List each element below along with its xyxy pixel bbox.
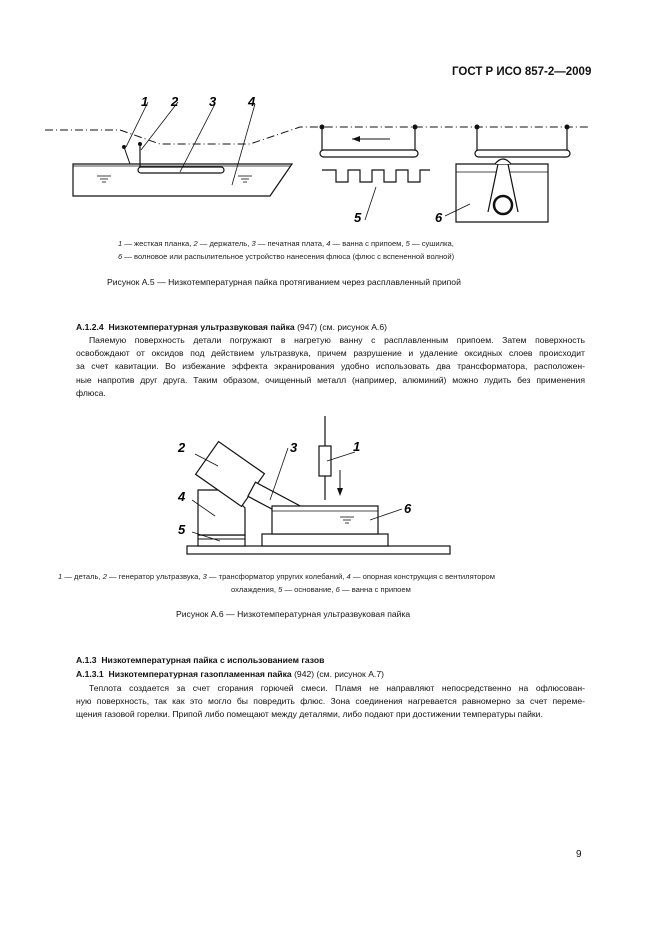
callout-3: 3 (209, 94, 217, 109)
figure-a6-legend-line-2: охлаждения, 5 — основание, 6 — ванна с припоем (231, 585, 411, 594)
callout-2: 2 (171, 94, 179, 109)
base (187, 546, 450, 554)
page-number: 9 (576, 849, 582, 860)
callout-3: 3 (290, 440, 298, 455)
flux-roller (494, 196, 512, 214)
callout-4: 4 (178, 489, 186, 504)
callout-1: 1 (141, 94, 149, 109)
conveyor-path (45, 127, 590, 144)
callout-5: 5 (178, 522, 186, 537)
pcb-on-dryer (320, 150, 418, 157)
figure-a5-caption: Рисунок А.5 — Низкотемпературная пайка протягиванием через расплавленный припой (107, 277, 461, 287)
callout-1: 1 (353, 439, 361, 454)
figure-a5-legend-line-2: 6 — волновое или распылительное устройство нанесения флюса (флюс с вспененной волной) (118, 252, 455, 261)
platform (262, 534, 388, 546)
callout-6: 6 (435, 210, 443, 225)
section-a124-body: Паяемую поверхность детали погружают в нагретую ванну с расплавленным припоем. Затем поверхность освобождают от оксидов под действием ультразвука, причем разрушение и удаление оксидных слоев происходит за счет кавитации. Во избежание эффекта экранирования удобно использовать два трансформатора, расположен- ные напротив друг друга. Таким образом, очищенный металл (например, алюминий) можно лудить без применения флюса. (76, 335, 585, 398)
callout-2: 2 (178, 440, 186, 455)
section-a13-heading: А.1.3 Низкотемпературная пайка с использованием газов (76, 655, 325, 665)
section-a124-heading: А.1.2.4 Низкотемпературная ультразвуковая пайка (947) (см. рисунок А.6) (76, 322, 387, 332)
solder-bath (272, 506, 378, 534)
figure-a6-diagram (170, 408, 460, 560)
support-pad (198, 535, 245, 546)
section-a131-heading: А.1.3.1 Низкотемпературная газопламенная пайка (942) (см. рисунок А.7) (76, 669, 384, 679)
section-a131-body: Теплота создается за счет сгорания горючей смеси. Пламя не направляют непосредственно на офлюсован- ную поверхность, так как это могло бы повредить флюс. Зона соединения нагревается равномерно за счет переме- щения газовой горелки. Припой либо помещают между деталями, либо подают при достижении температуры пайки. (76, 683, 585, 720)
figure-a5-diagram (40, 92, 600, 227)
workpiece (319, 446, 331, 476)
figure-a6-caption: Рисунок А.6 — Низкотемпературная ультразвуковая пайка (176, 609, 411, 619)
callout-4: 4 (248, 94, 256, 109)
callout-5: 5 (354, 210, 362, 225)
pcb-on-fluxer (475, 150, 570, 157)
figure-a5-legend-line-1: 1 — жесткая планка, 2 — держатель, 3 — печатная плата, 4 — ванна с припоем, 5 — сушилка, (118, 239, 454, 248)
callout-6: 6 (404, 501, 412, 516)
figure-a6-legend-line-1: 1 — деталь, 2 — генератор ультразвука, 3 — трансформатор упругих колебаний, 4 — опорная конструкция с вентилятором (58, 572, 496, 581)
document-header: ГОСТ Р ИСО 857-2—2009 (452, 66, 592, 78)
dryer (322, 170, 430, 182)
